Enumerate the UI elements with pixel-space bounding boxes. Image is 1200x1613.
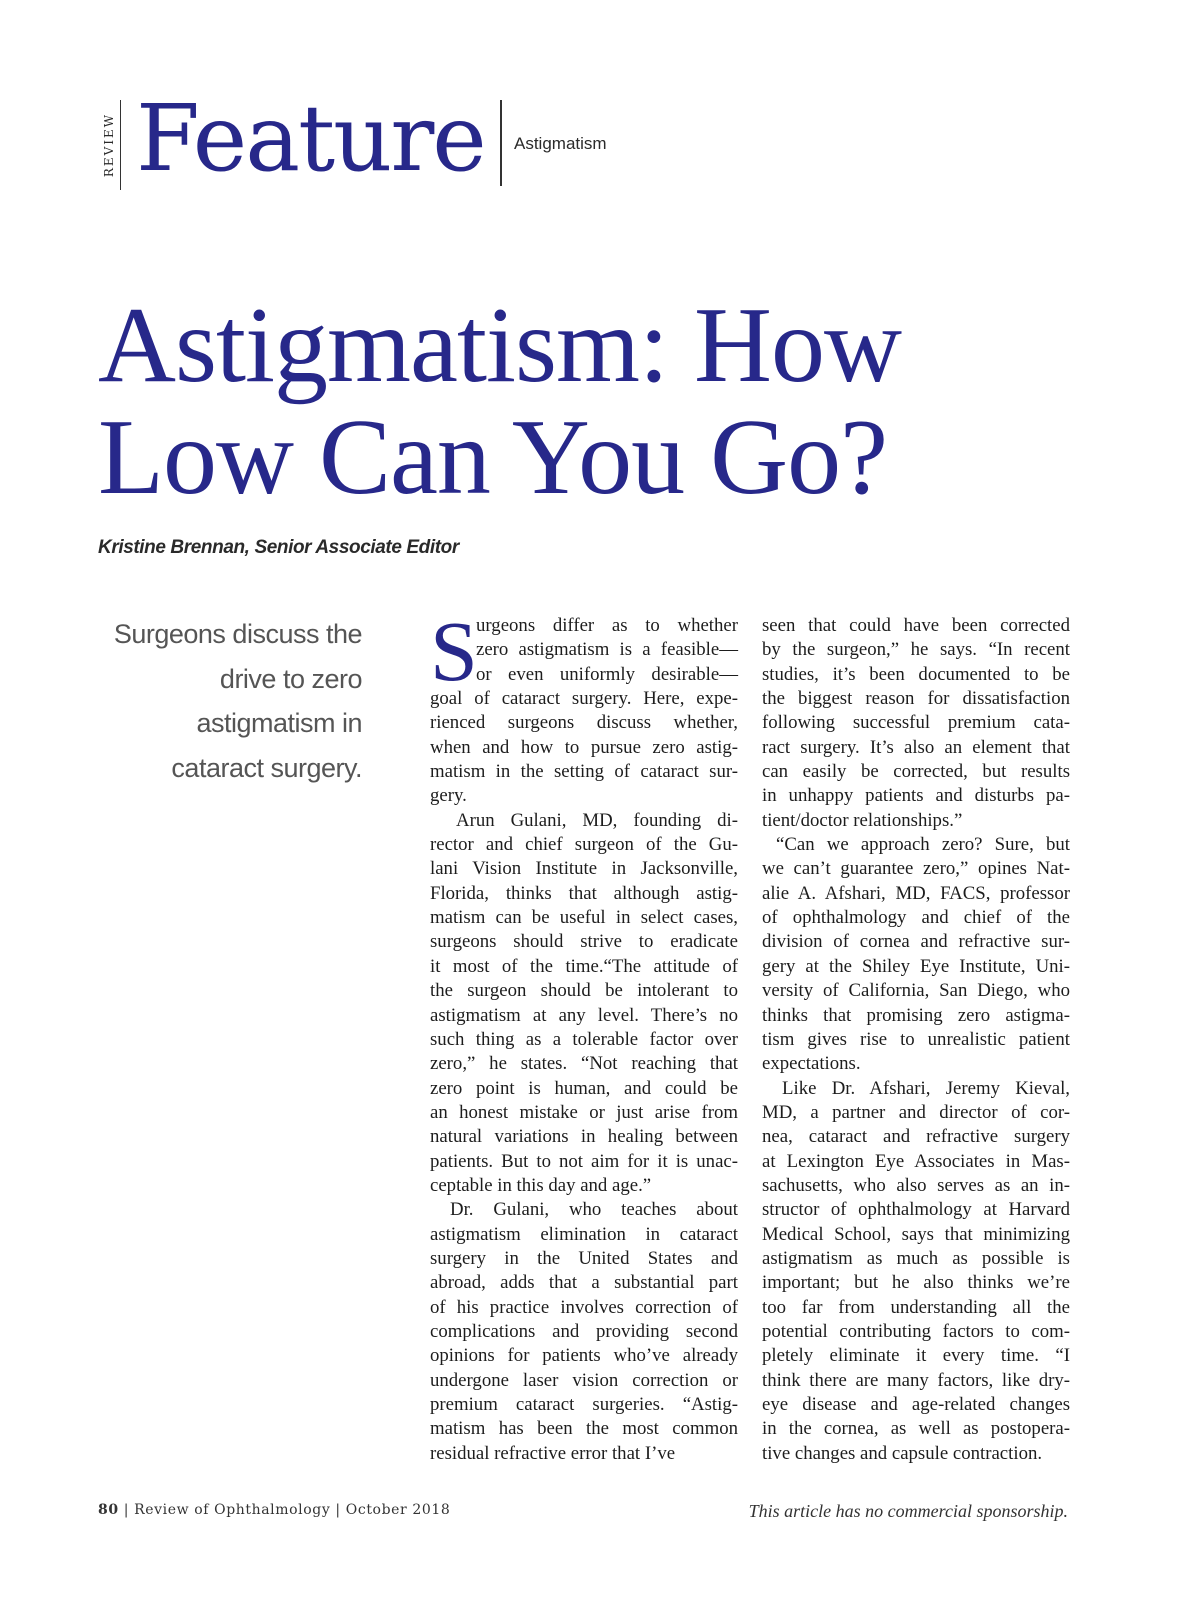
body-text-line: rienced surgeons discuss whether, [430, 712, 738, 734]
footer-separator: | [123, 1502, 130, 1518]
body-text-line: matism can be useful in select cases, [430, 907, 738, 929]
body-text-line: by the surgeon,” he says. “In recent [762, 639, 1070, 661]
body-text-line: an honest mistake or just arise from [430, 1101, 738, 1123]
body-text-line: tient/doctor relationships.” [762, 809, 963, 831]
body-text-line: can easily be corrected, but results [762, 761, 1070, 783]
body-text-line: tive changes and capsule contraction. [762, 1442, 1043, 1464]
body-text-line: abroad, adds that a substantial part [430, 1272, 738, 1294]
body-text-line: premium cataract surgeries. “Astig- [430, 1394, 738, 1415]
body-text-line: zero,” he states. “Not reaching that [430, 1053, 738, 1075]
body-text-line: too far from understanding all the [762, 1296, 1070, 1318]
body-text-line: astigmatism at any level. There’s no [430, 1004, 738, 1026]
magazine-tag-text: REVIEW [102, 112, 116, 178]
body-text-line: expectations. [762, 1053, 861, 1075]
page-footer-folio [98, 1502, 450, 1518]
body-text-line: matism in the setting of cataract sur- [430, 761, 738, 783]
body-text-line: the biggest reason for dissatisfaction [762, 688, 1070, 710]
body-text-line: we can’t guarantee zero,” opines Nat- [762, 858, 1070, 880]
body-text-line: it most of the time.“The attitude of [430, 955, 738, 977]
body-text-line: astigmatism as much as possible is [762, 1247, 1070, 1269]
page-number: 80 [98, 1502, 119, 1518]
body-text-line: rector and chief surgeon of the Gu- [430, 834, 738, 856]
body-text-line: division of cornea and refractive sur- [762, 931, 1070, 953]
department-title: Feature [136, 85, 485, 192]
body-text-line: nea, cataract and refractive surgery [762, 1126, 1070, 1148]
body-text-line: alie A. Afshari, MD, FACS, professor [762, 882, 1070, 904]
body-text-line: sachusetts, who also serves as an in- [762, 1174, 1070, 1196]
body-text-line: MD, a partner and director of cor- [762, 1101, 1070, 1123]
drop-cap: S [430, 603, 478, 699]
body-text-line: such thing as a tolerable factor over [430, 1028, 738, 1050]
body-text-line: in unhappy patients and disturbs pa- [762, 785, 1070, 807]
body-text-line: in the cornea, as well as postopera- [762, 1418, 1070, 1440]
body-text-line: potential contributing factors to com- [762, 1320, 1070, 1342]
body-text-line: urgeons differ as to whether [476, 615, 738, 636]
body-text-line: versity of California, San Diego, who [762, 980, 1070, 1002]
body-text-line: matism has been the most common [430, 1418, 738, 1440]
issue-date: October 2018 [345, 1502, 451, 1518]
body-text-line: Like Dr. Afshari, Jeremy Kieval, [782, 1077, 1070, 1099]
body-text-line: lani Vision Institute in Jacksonville, [430, 858, 738, 880]
header-divider [500, 100, 502, 186]
body-text-line: thinks that promising zero astigma- [762, 1004, 1070, 1026]
body-column-2 [762, 614, 1070, 1466]
publication-name: Review of Ophthalmology [134, 1502, 331, 1518]
body-text-line: of his practice involves correction of [430, 1296, 738, 1318]
body-text-line: or even uniformly desirable— [476, 663, 738, 685]
body-text-line: ceptable in this day and age.” [430, 1174, 652, 1196]
body-text-line: surgery in the United States and [430, 1247, 738, 1269]
body-text-line: think there are many factors, like dry- [762, 1369, 1070, 1391]
headline-line-2: Low Can You Go? [98, 398, 888, 517]
body-text-line: Medical School, says that minimizing [762, 1223, 1070, 1245]
section-label: Astigmatism [514, 134, 607, 153]
body-text-line: Florida, thinks that although astig- [430, 882, 738, 904]
body-text-line: at Lexington Eye Associates in Mas- [762, 1150, 1070, 1172]
body-text-line: undergone laser vision correction or [430, 1369, 738, 1391]
body-text-line: “Can we approach zero? Sure, but [776, 834, 1070, 856]
body-text-line: following successful premium cata- [762, 712, 1070, 734]
body-text-line: natural variations in healing between [430, 1126, 738, 1148]
body-text-line: of ophthalmology and chief of the [762, 907, 1070, 929]
body-text-line: seen that could have been corrected [762, 615, 1070, 636]
magazine-tag [98, 100, 121, 190]
body-text-line: zero astigmatism is a feasible— [476, 639, 738, 661]
body-text-line: when and how to pursue zero astig- [430, 736, 738, 758]
article-deck: Surgeons discuss the drive to zero astigmatism in cataract surgery. [113, 619, 362, 783]
article-headline [98, 286, 1098, 517]
body-text-line: tism gives rise to unrealistic patient [762, 1028, 1070, 1050]
headline-line-1: Astigmatism: How [98, 286, 902, 405]
byline: Kristine Brennan, Senior Associate Editor [98, 537, 459, 558]
body-text-line: patients. But to not aim for it is unac- [430, 1150, 738, 1172]
body-text-line: gery. [430, 785, 467, 807]
body-text-line: surgeons should strive to eradicate [430, 931, 738, 953]
body-text-line: complications and providing second [430, 1320, 738, 1342]
body-text-line: studies, it’s been documented to be [762, 663, 1070, 685]
body-text-line: Dr. Gulani, who teaches about [450, 1199, 738, 1221]
body-text-line: residual refractive error that I’ve [430, 1442, 676, 1464]
body-text-line: Arun Gulani, MD, founding di- [456, 809, 738, 831]
sponsorship-note: This article has no commercial sponsorship. [748, 1501, 1068, 1521]
body-text-line: gery at the Shiley Eye Institute, Uni- [762, 955, 1070, 977]
body-text-line: important; but he also thinks we’re [762, 1272, 1070, 1294]
body-text-line: pletely eliminate it every time. “I [762, 1345, 1070, 1367]
body-text-line: astigmatism elimination in cataract [430, 1223, 738, 1245]
body-text-line: ract surgery. It’s also an element that [762, 736, 1070, 758]
footer-separator: | [335, 1502, 341, 1518]
body-column-1 [430, 614, 738, 1466]
body-text-line: goal of cataract surgery. Here, expe- [430, 688, 738, 710]
body-text-line: structor of ophthalmology at Harvard [762, 1199, 1070, 1221]
body-text-line: zero point is human, and could be [430, 1077, 738, 1099]
body-text-line: eye disease and age-related changes [762, 1394, 1070, 1415]
body-text-line: the surgeon should be intolerant to [430, 980, 738, 1002]
body-text-line: opinions for patients who’ve already [430, 1345, 738, 1367]
